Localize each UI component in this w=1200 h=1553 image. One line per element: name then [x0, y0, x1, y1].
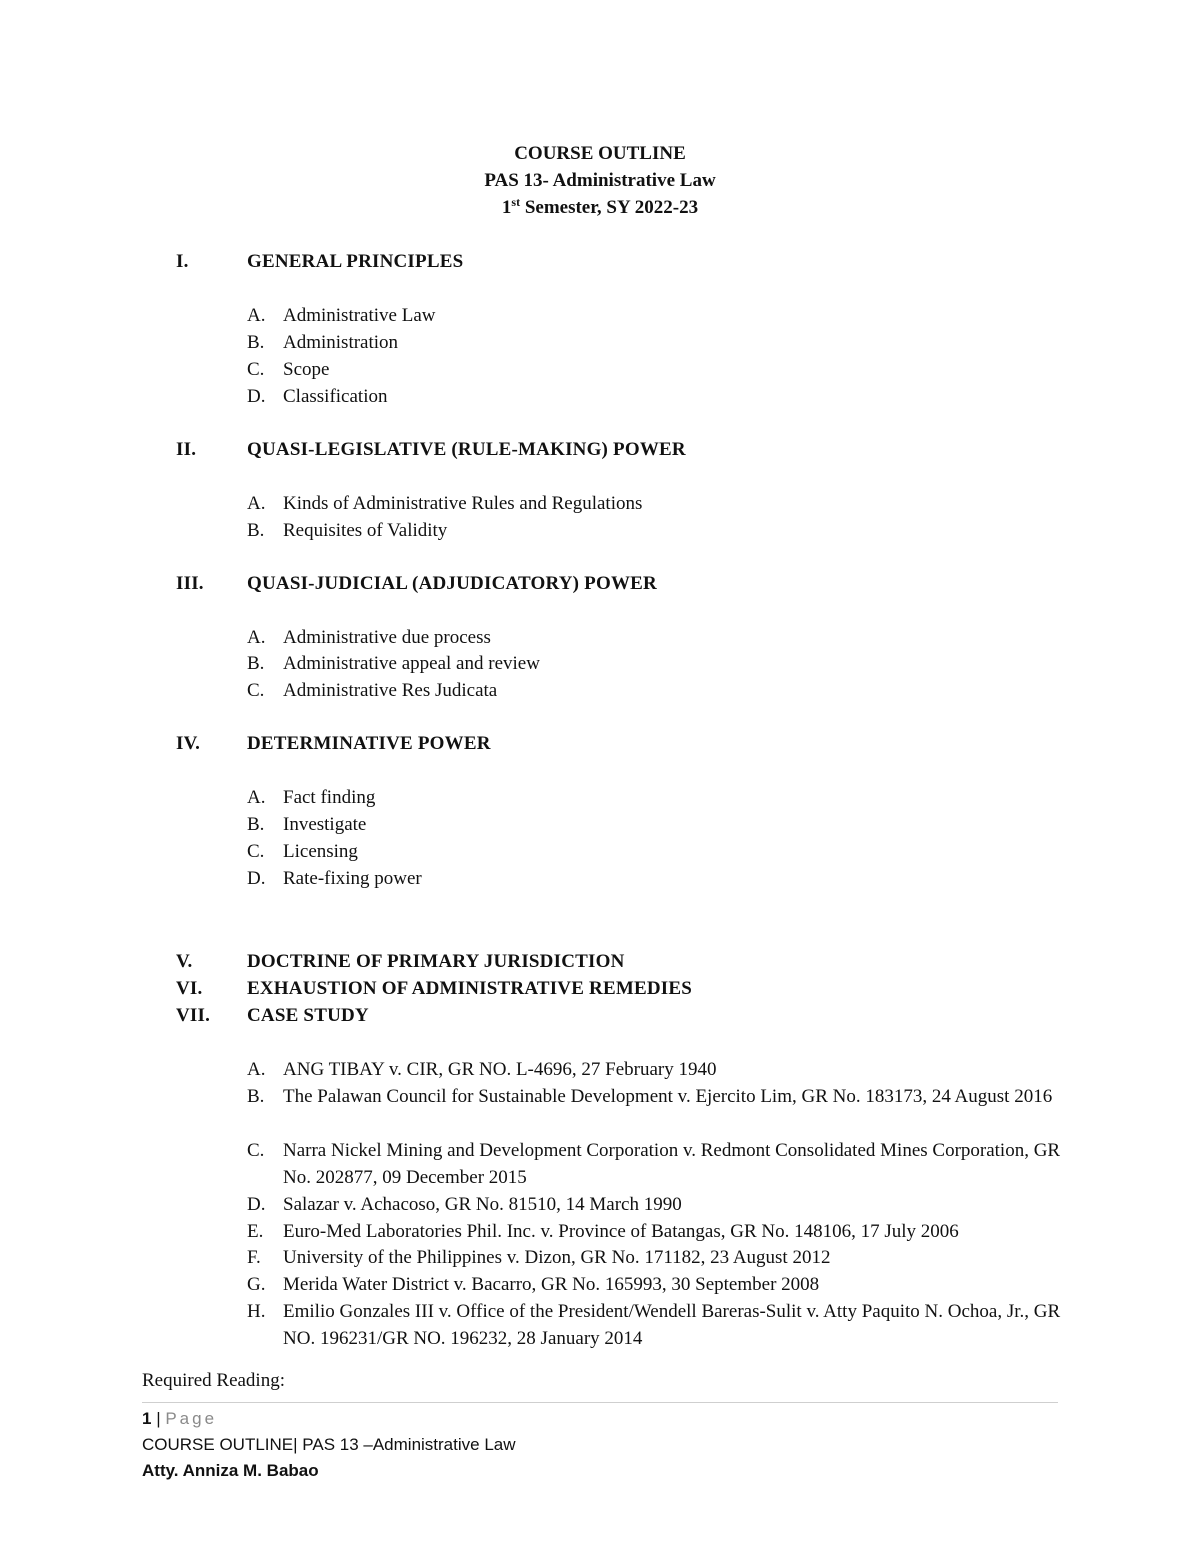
item-text: Requisites of Validity — [283, 520, 448, 541]
item-letter: A. — [247, 305, 266, 326]
item-text: Scope — [283, 359, 330, 380]
section-number: III. — [176, 573, 204, 594]
section-title: DOCTRINE OF PRIMARY JURISDICTION — [247, 951, 625, 972]
section-title: GENERAL PRINCIPLES — [247, 251, 464, 272]
list-item — [247, 1083, 1067, 1110]
list-item — [247, 1056, 1067, 1083]
list-item — [247, 1191, 1067, 1218]
item-letter: D. — [247, 868, 266, 889]
page-word: Page — [165, 1409, 218, 1428]
item-letter: A. — [247, 787, 266, 808]
item-letter: A. — [247, 1059, 266, 1080]
item-text: Fact finding — [283, 787, 376, 808]
item-letter: A. — [247, 627, 266, 648]
section-number: IV. — [176, 733, 201, 754]
page-separator: | — [151, 1409, 166, 1428]
item-letter: B. — [247, 1086, 265, 1107]
section-number: II. — [176, 439, 197, 460]
item-text: The Palawan Council for Sustainable Development v. Ejercito Lim, GR No. 183173, 24 August 2016 — [283, 1086, 1053, 1107]
item-text: Licensing — [283, 841, 358, 862]
item-letter: B. — [247, 653, 265, 674]
required-reading-label: Required Reading: — [142, 1370, 285, 1391]
section-title: CASE STUDY — [247, 1005, 369, 1026]
item-letter: B. — [247, 332, 265, 353]
list-item — [247, 865, 1067, 892]
item-letter: A. — [247, 493, 266, 514]
item-letter: G. — [247, 1274, 266, 1295]
section-number: VI. — [176, 978, 203, 999]
list-item — [247, 383, 1067, 410]
list-item — [247, 784, 1067, 811]
section-title: DETERMINATIVE POWER — [247, 733, 491, 754]
list-item — [247, 838, 1067, 865]
item-letter: H. — [247, 1301, 266, 1322]
list-item — [247, 356, 1067, 383]
document-title: COURSE OUTLINE — [514, 143, 686, 164]
section-title: EXHAUSTION OF ADMINISTRATIVE REMEDIES — [247, 978, 693, 999]
list-item — [247, 811, 1067, 838]
item-text: Classification — [283, 386, 388, 407]
list-item — [247, 1271, 1067, 1298]
list-item — [247, 677, 1067, 704]
list-item — [247, 1137, 1067, 1191]
item-text: Kinds of Administrative Rules and Regulations — [283, 493, 643, 514]
list-item — [247, 1244, 1067, 1271]
section-title: QUASI-JUDICIAL (ADJUDICATORY) POWER — [247, 573, 657, 594]
item-letter: C. — [247, 680, 265, 701]
page-number: 1 — [142, 1409, 152, 1428]
item-text: Merida Water District v. Bacarro, GR No. 165993, 30 September 2008 — [283, 1274, 820, 1295]
semester-ordinal: st — [511, 195, 521, 209]
item-letter: E. — [247, 1221, 264, 1242]
item-text: ANG TIBAY v. CIR, GR NO. L-4696, 27 February 1940 — [283, 1059, 717, 1080]
item-text: Investigate — [283, 814, 367, 835]
item-letter: C. — [247, 841, 265, 862]
item-text: Narra Nickel Mining and Development Corporation v. Redmont Consolidated Mines Corporation, GR No. 202877, 09 December 2015 — [283, 1140, 1061, 1188]
item-text: University of the Philippines v. Dizon, GR No. 171182, 23 August 2012 — [283, 1247, 831, 1268]
section-number: V. — [176, 951, 193, 972]
list-item — [247, 329, 1067, 356]
list-item — [247, 490, 1067, 517]
footer-author: Atty. Anniza M. Babao — [142, 1461, 319, 1480]
footer-divider — [142, 1402, 1058, 1403]
item-letter: D. — [247, 1194, 266, 1215]
item-letter: F. — [247, 1247, 261, 1268]
semester-number: 1 — [501, 197, 512, 218]
footer-course-line: COURSE OUTLINE| PAS 13 –Administrative Law — [142, 1435, 516, 1454]
section-number: I. — [176, 251, 189, 272]
page-footer-number — [142, 1407, 217, 1431]
item-letter: B. — [247, 814, 265, 835]
list-item — [247, 650, 1067, 677]
item-text: Salazar v. Achacoso, GR No. 81510, 14 March 1990 — [283, 1194, 682, 1215]
section-number: VII. — [176, 1005, 211, 1026]
item-text: Administration — [283, 332, 399, 353]
semester-text: Semester, SY 2022-23 — [520, 197, 699, 218]
list-item — [247, 517, 1067, 544]
item-letter: C. — [247, 359, 265, 380]
item-text: Administrative appeal and review — [283, 653, 540, 674]
list-item — [247, 1298, 1067, 1352]
course-title: PAS 13- Administrative Law — [484, 170, 716, 191]
list-item — [247, 302, 1067, 329]
item-text: Administrative Law — [283, 305, 436, 326]
section-title: QUASI-LEGISLATIVE (RULE-MAKING) POWER — [247, 439, 686, 460]
item-letter: D. — [247, 386, 266, 407]
item-text: Euro-Med Laboratories Phil. Inc. v. Province of Batangas, GR No. 148106, 17 July 2006 — [283, 1221, 959, 1242]
item-text: Administrative Res Judicata — [283, 680, 498, 701]
item-text: Administrative due process — [283, 627, 491, 648]
item-text: Rate-fixing power — [283, 868, 422, 889]
item-text: Emilio Gonzales III v. Office of the President/Wendell Bareras-Sulit v. Atty Paquito N. Ochoa, Jr., GR NO. 196231/GR NO. 196232, 28 January 2014 — [283, 1301, 1061, 1349]
item-letter: C. — [247, 1140, 265, 1161]
semester-line — [0, 194, 1200, 221]
list-item — [247, 624, 1067, 651]
item-letter: B. — [247, 520, 265, 541]
list-item — [247, 1218, 1067, 1245]
